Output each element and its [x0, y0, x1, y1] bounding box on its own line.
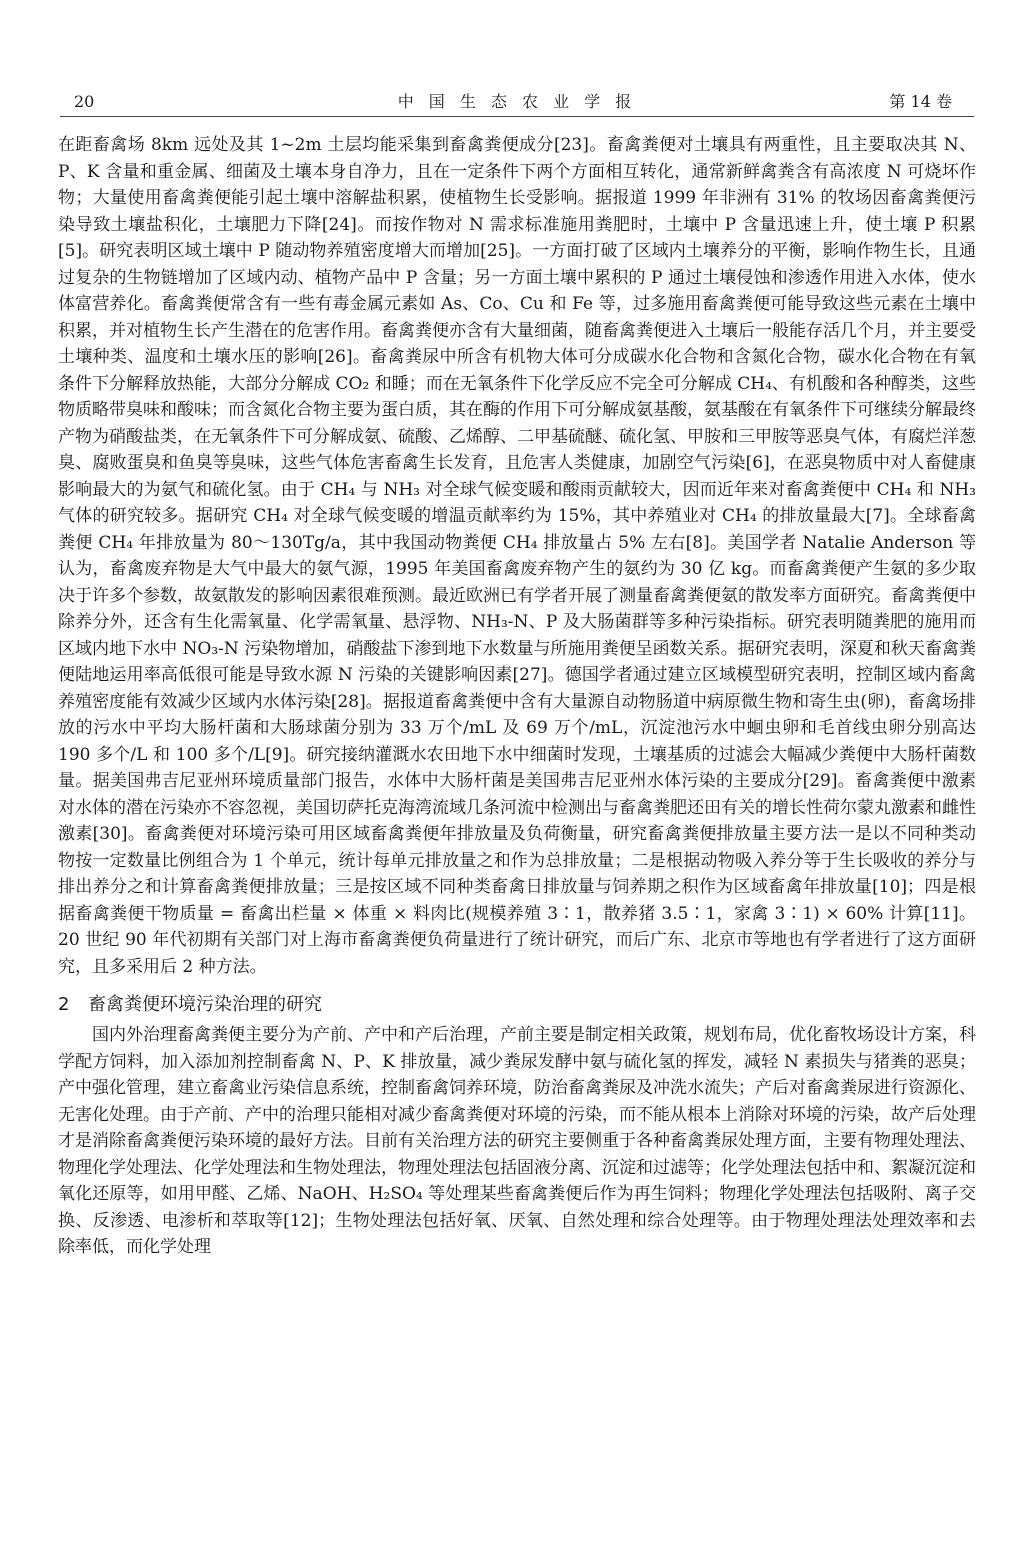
- running-header: [60, 88, 974, 117]
- article-body: [58, 132, 976, 1261]
- section-number: 2: [58, 994, 70, 1015]
- journal-title: 中 国 生 态 农 业 学 报: [397, 92, 637, 111]
- section-heading: [58, 992, 976, 1018]
- paragraph-soil-water-pollution: 在距畜禽场 8km 远处及其 1~2m 土层均能采集到畜禽粪便成分[23]。畜禽粪便对土壤具有两重性，且主要取决其 N、P、K 含量和重金属、细菌及土壤本身自净力，且在一定条件下两个方面相互转化，通常新鲜禽粪含有高浓度 N 可烧坏作物；大量使用畜禽粪便能引起土壤中溶解盐积累，使植物生长受影响。据报道 1999 年非洲有 31% 的牧场因畜禽粪便污染导致土壤盐积化，土壤肥力下降[24]。而按作物对 N 需求标准施用粪肥时，土壤中 P 含量迅速上升，使土壤 P 积累[5]。研究表明区域土壤中 P 随动物养殖密度增大而增加[25]。一方面打破了区域内土壤养分的平衡，影响作物生长，且通过复杂的生物链增加了区域内动、植物产品中 P 含量；另一方面土壤中累积的 P 通过土壤侵蚀和渗透作用进入水体，使水体富营养化。畜禽粪便常含有一些有毒金属元素如 As、Co、Cu 和 Fe 等，过多施用畜禽粪便可能导致这些元素在土壤中积累，并对植物生长产生潜在的危害作用。畜禽粪便亦含有大量细菌，随畜禽粪便进入土壤后一般能存活几个月，并主要受土壤种类、温度和土壤水压的影响[26]。畜禽粪尿中所含有机物大体可分成碳水化合物和含氮化合物，碳水化合物在有氧条件下分解释放热能，大部分分解成 CO₂ 和睡；而在无氧条件下化学反应不完全可分解成 CH₄、有机酸和各种醇类，这些物质略带臭味和酸味；而含氮化合物主要为蛋白质，其在酶的作用下可分解成氨基酸，氨基酸在有氧条件下可继续分解最终产物为硝酸盐类，在无氧条件下可分解成氨、硫酸、乙烯醇、二甲基硫醚、硫化氢、甲胺和三甲胺等恶臭气体，有腐烂洋葱臭、腐败蛋臭和鱼臭等臭味，这些气体危害畜禽生长发育，且危害人类健康，加剧空气污染[6]，在恶臭物质中对人畜健康影响最大的为氨气和硫化氢。由于 CH₄ 与 NH₃ 对全球气候变暖和酸雨贡献较大，因而近年来对畜禽粪便中 CH₄ 和 NH₃ 气体的研究较多。据研究 CH₄ 对全球气候变暖的增温贡献率约为 15%，其中养殖业对 CH₄ 的排放量最大[7]。全球畜禽粪便 CH₄ 年排放量为 80～130Tg/a，其中我国动物粪便 CH₄ 排放量占 5% 左右[8]。美国学者 Natalie Anderson 等认为，畜禽废弃物是大气中最大的氨气源，1995 年美国畜禽废弃物产生的氨约为 30 亿 kg。而畜禽粪便产生氨的多少取决于许多个参数，故氨散发的影响因素很难预测。最近欧洲已有学者开展了测量畜禽粪便氨的散发率方面研究。畜禽粪便中除养分外，还含有生化需氧量、化学需氧量、悬浮物、NH₃-N、P 及大肠菌群等多种污染指标。研究表明随粪肥的施用而区域内地下水中 NO₃-N 污染物增加，硝酸盐下渗到地下水数量与所施用粪便呈函数关系。据研究表明，深夏和秋天畜禽粪便陆地运用率高低很可能是导致水源 N 污染的关键影响因素[27]。德国学者通过建立区域模型研究表明，控制区域内畜禽养殖密度能有效减少区域内水体污染[28]。据报道畜禽粪便中含有大量源自动物肠道中病原微生物和寄生虫(卵)，畜禽场排放的污水中平均大肠杆菌和大肠球菌分别为 33 万个/mL 及 69 万个/mL，沉淀池污水中蛔虫卵和毛首线虫卵分别高达 190 多个/L 和 100 多个/L[9]。研究接纳灌溉水农田地下水中细菌时发现，土壤基质的过滤会大幅减少粪便中大肠杆菌数量。据美国弗吉尼亚州环境质量部门报告，水体中大肠杆菌是美国弗吉尼亚州水体污染的主要成分[29]。畜禽粪便中激素对水体的潜在污染亦不容忽视，美国切萨托克海湾流域几条河流中检测出与畜禽粪肥还田有关的增长性荷尔蒙丸激素和雌性激素[30]。畜禽粪便对环境污染可用区域畜禽粪便年排放量及负荷衡量，研究畜禽粪便排放量主要方法一是以不同种类动物按一定数量比例组合为 1 个单元，统计每单元排放量之和作为总排放量；二是根据动物吸入养分等于生长吸收的养分与排出养分之和计算畜禽粪便排放量；三是按区域不同种类畜禽日排放量与饲养期之积作为区域畜禽年排放量[10]；四是根据畜禽粪便干物质量 = 畜禽出栏量 × 体重 × 料肉比(规模养殖 3∶1，散养猪 3.5∶1，家禽 3∶1) × 60% 计算[11]。20 世纪 90 年代初期有关部门对上海市畜禽粪便负荷量进行了统计研究，而后广东、北京市等地也有学者进行了这方面研究，且多采用后 2 种方法。: [58, 135, 976, 977]
- volume-label: 第 14 卷: [889, 92, 952, 111]
- section-title: 畜禽粪便环境污染治理的研究: [88, 994, 322, 1015]
- page-number: 20: [74, 92, 95, 111]
- paragraph-treatment-methods: 国内外治理畜禽粪便主要分为产前、产中和产后治理，产前主要是制定相关政策，规划布局，优化畜牧场设计方案，科学配方饲料，加入添加剂控制畜禽 N、P、K 排放量，减少粪尿发酵中氨与硫化氢的挥发，减轻 N 素损失与猪粪的恶臭；产中强化管理，建立畜禽业污染信息系统，控制畜禽饲养环境，防治畜禽粪尿及冲洗水流失；产后对畜禽粪尿进行资源化、无害化处理。由于产前、产中的治理只能相对减少畜禽粪便对环境的污染，而不能从根本上消除对环境的污染，故产后处理才是消除畜禽粪便污染环境的最好方法。目前有关治理方法的研究主要侧重于各种畜禽粪尿处理方面，主要有物理处理法、物理化学处理法、化学处理法和生物处理法，物理处理法包括固液分离、沉淀和过滤等；化学处理法包括中和、絮凝沉淀和氧化还原等，如用甲醛、乙烯、NaOH、H₂SO₄ 等处理某些畜禽粪便后作为再生饲料；物理化学处理法包括吸附、离子交换、反渗透、电渗析和萃取等[12]；生物处理法包括好氧、厌氧、自然处理和综合处理等。由于物理处理法处理效率和去除率低，而化学处理: [58, 1025, 976, 1257]
